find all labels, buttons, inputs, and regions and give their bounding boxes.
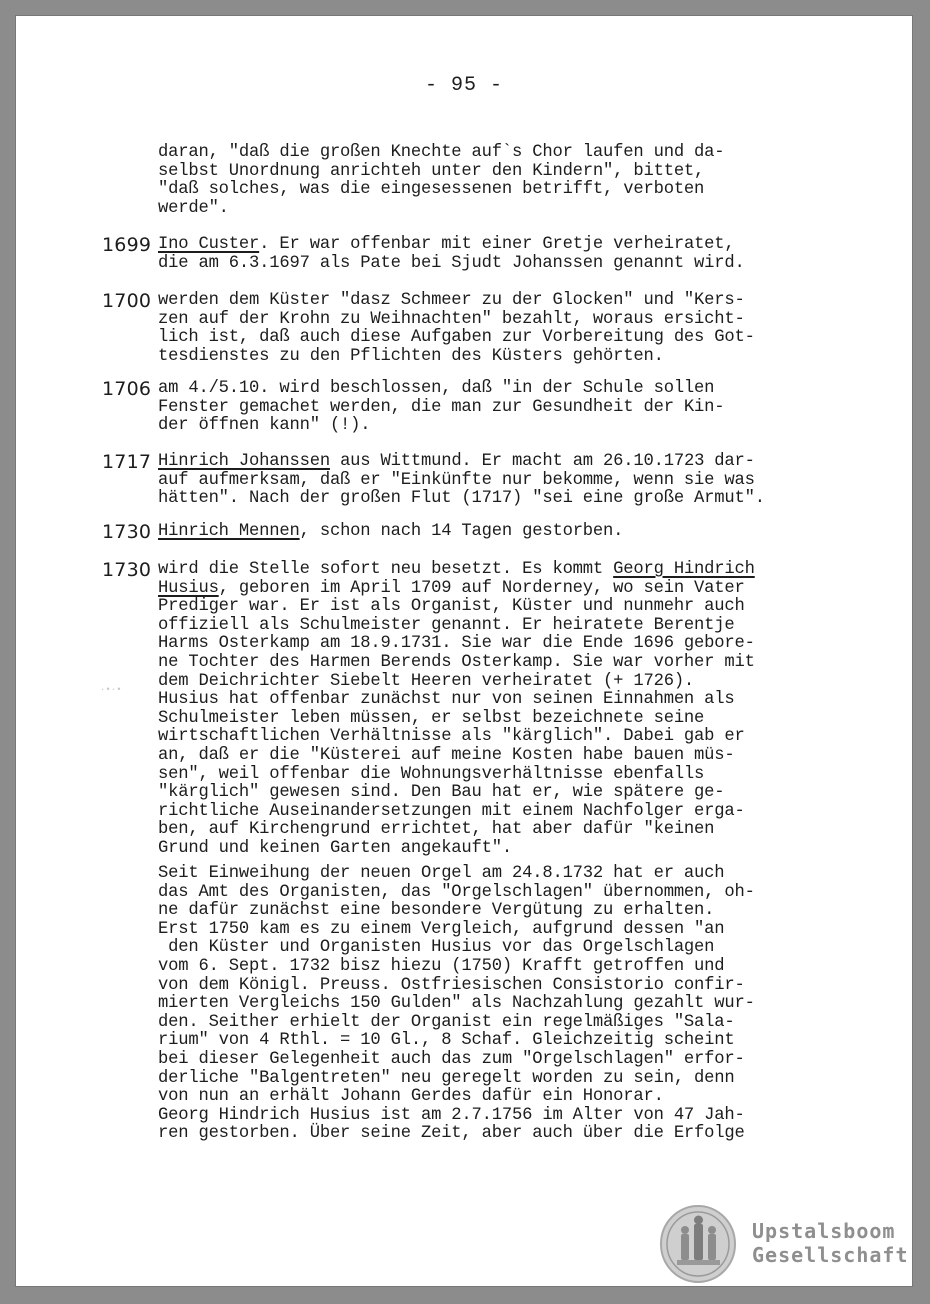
person-name: Ino Custer [158, 235, 260, 254]
year-label: 1706 [102, 378, 152, 400]
person-name: Hinrich Mennen [158, 522, 300, 541]
document-page [16, 16, 912, 1286]
year-label: 1730 [102, 559, 152, 581]
year-label: 1700 [102, 290, 152, 312]
paragraph-1717: Hinrich Johanssen aus Wittmund. Er macht am 26.10.1723 dar- auf aufmerksam, daß er "Einkünfte nur bekomme, wenn sie was hätten". Nach der großen Flut (1717) "sei eine große Armut". [158, 452, 765, 509]
seal-icon [659, 1204, 737, 1284]
person-name: Georg Hindrich [613, 560, 755, 579]
paragraph-1730-mennen: Hinrich Mennen, schon nach 14 Tagen gestorben. [158, 522, 624, 541]
paragraph-1699: Ino Custer. Er war offenbar mit einer Gretje verheiratet, die am 6.3.1697 als Pate bei Sjudt Johanssen genannt wird. [158, 235, 745, 273]
person-name: Husius [158, 578, 219, 598]
year-label: 1717 [102, 451, 152, 473]
page-number: - 95 - [424, 74, 503, 97]
paragraph-organ: Seit Einweihung der neuen Orgel am 24.8.1732 hat er auch das Amt des Organisten, das "Orgelschlagen" übernommen, oh- ne dafür zunächst eine besondere Vergütung zu erhalten. Erst 1750 kam es zu einem Vergleich, aufgrund dessen "an den Küster und Organisten Husius vor das Orgelschlagen vom 6. Sept. 1732 bisz hiezu (1750) Krafft getroffen und von dem Königl. Preuss. Ostfriesischen Consistorio confir- mierten Vergleichs 150 Gulden" als Nachzahlung gezahlt wur- den. Seither erhielt der Organist ein regelmäßiges "Sala- rium" von 4 Rthl. = 10 Gl., 8 Schaf. Gleichzeitig scheint bei dieser Gelegenheit auch das zum "Orgelschlagen" erfor- derliche "Balgentreten" neu geregelt worden zu sein, denn von nun an erhält Johann Gerdes dafür ein Honorar. Georg Hindrich Husius ist am 2.7.1756 im Alter von 47 Jah- ren gestorben. Über seine Zeit, aber auch über die Erfolge [158, 864, 755, 1144]
margin-smudge: ·•·• [100, 685, 122, 695]
person-name: Hinrich Johanssen [158, 452, 330, 471]
paragraph-1730-husius: wird die Stelle sofort neu besetzt. Es kommt Georg Hindrich Husius, geboren im April 1709 auf Norderney, wo sein Vater Prediger war. Er ist als Organist, Küster und nunmehr auch offiziell als Schulmeister genannt. Er heiratete Berentje Harms Osterkamp am 18.9.1731. Sie war die Ende 1696 gebore- ne Tochter des Harmen Berends Osterkamp. Sie war vorher mit dem Deichrichter Siebelt Heeren verheiratet (+ 1726). Husius hat offenbar zunächst nur von seinen Einnahmen als Schulmeister leben müssen, er selbst bezeichnete seine wirtschaftlichen Verhältnisse als "kärglich". Dabei gab er an, daß er die "Küsterei auf meine Kosten habe bauen müs- sen", weil offenbar die Wohnungsverhältnisse ebenfalls "kärglich" gewesen sind. Den Bau hat er, wie spätere ge- richtliche Auseinandersetzungen mit einem Nachfolger erga- ben, auf Kirchengrund errichtet, hat aber dafür "keinen Grund und keinen Garten angekauft". [158, 560, 755, 858]
paragraph-1706: am 4./5.10. wird beschlossen, daß "in der Schule sollen Fenster gemachet werden, die man zur Gesundheit der Kin- der öffnen kann" (!). [158, 379, 725, 436]
society-logo-text: Upstalsboom Gesellschaft [752, 1219, 909, 1267]
year-label: 1730 [102, 521, 152, 543]
year-label: 1699 [102, 234, 152, 256]
paragraph-intro: daran, "daß die großen Knechte auf`s Chor laufen und da- selbst Unordnung anrichteh unter den Kindern", bittet, "daß solches, was die eingesessenen betrifft, verboten werde". [158, 143, 725, 218]
paragraph-1700: werden dem Küster "dasz Schmeer zu der Glocken" und "Kers- zen auf der Krohn zu Weihnachten" bezahlt, woraus ersicht- lich ist, daß auch diese Aufgaben zur Vorbereitung des Got- tesdienstes zu den Pflichten des Küsters gehörten. [158, 291, 755, 366]
